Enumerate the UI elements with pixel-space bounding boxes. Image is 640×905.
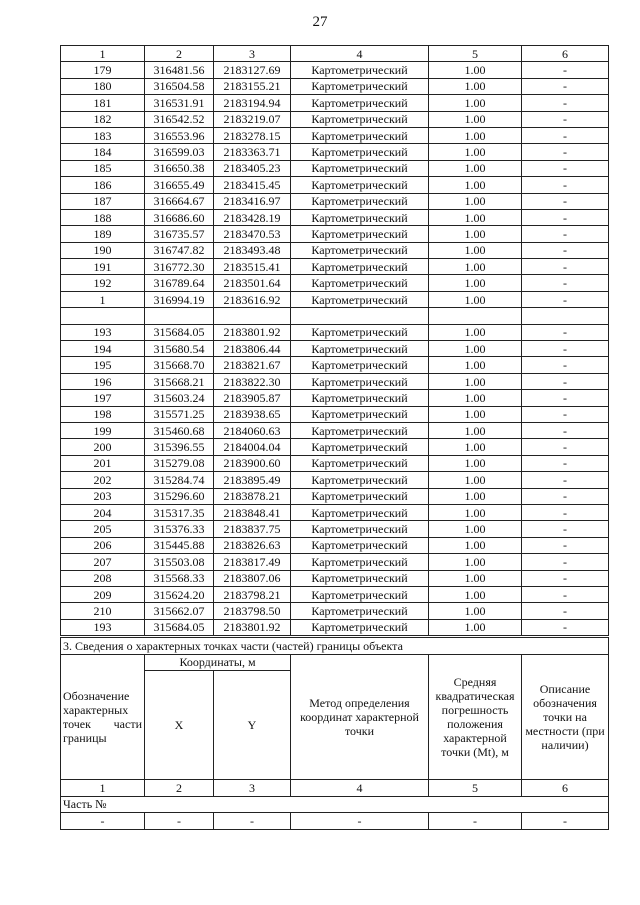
column-number-row [61,46,609,62]
description-cell: - [522,291,609,307]
x-cell: 316542.52 [145,111,214,127]
y-cell: 2183219.07 [214,111,291,127]
point-number-cell: 191 [61,259,145,275]
accuracy-cell: 1.00 [429,341,522,357]
description-cell: - [522,439,609,455]
point-number-cell: 192 [61,275,145,291]
description-cell: - [522,521,609,537]
point-number-cell: 205 [61,521,145,537]
y-cell: 2183826.63 [214,537,291,553]
point-number-cell: 200 [61,439,145,455]
x-cell: 315684.05 [145,324,214,340]
accuracy-cell: 1.00 [429,603,522,619]
point-number-cell: 182 [61,111,145,127]
header-x: X [145,671,214,780]
x-cell: 316655.49 [145,177,214,193]
y-cell: 2183798.21 [214,586,291,602]
accuracy-cell: 1.00 [429,422,522,438]
y-cell: 2183127.69 [214,62,291,78]
x-cell: 315668.70 [145,357,214,373]
x-cell: 316599.03 [145,144,214,160]
y-cell: 2183900.60 [214,455,291,471]
x-cell: 315460.68 [145,422,214,438]
table-row [61,504,609,520]
point-number-cell: 202 [61,472,145,488]
description-cell: - [522,275,609,291]
col-number: 3 [214,780,291,797]
y-cell: 2183363.71 [214,144,291,160]
accuracy-cell: 1.00 [429,455,522,471]
column-number: 2 [145,46,214,62]
table-row [61,521,609,537]
column-number: 5 [429,46,522,62]
description-cell: - [522,177,609,193]
table-row [61,160,609,176]
table-row [61,291,609,307]
table-row [61,570,609,586]
table-row [61,586,609,602]
description-cell: - [522,422,609,438]
x-cell: 315662.07 [145,603,214,619]
y-cell: 2183801.92 [214,324,291,340]
description-cell: - [522,127,609,143]
x-cell: 315445.88 [145,537,214,553]
header-description: Описание обозначения точки на местности (при наличии) [522,654,609,780]
table-row [61,209,609,225]
x-cell: 315503.08 [145,554,214,570]
description-cell: - [522,226,609,242]
point-number-cell: 204 [61,504,145,520]
point-number-cell: 203 [61,488,145,504]
accuracy-cell: 1.00 [429,521,522,537]
y-cell: 2184060.63 [214,422,291,438]
method-cell: Картометрический [291,472,429,488]
point-number-cell: 198 [61,406,145,422]
x-cell: 315296.60 [145,488,214,504]
y-cell: 2183416.97 [214,193,291,209]
method-cell: Картометрический [291,242,429,258]
col-number: 1 [61,780,145,797]
method-cell: Картометрический [291,554,429,570]
description-cell: - [522,455,609,471]
x-cell: 315568.33 [145,570,214,586]
description-cell: - [522,357,609,373]
method-cell: Картометрический [291,291,429,307]
table-row [61,275,609,291]
accuracy-cell: 1.00 [429,111,522,127]
x-cell: 316650.38 [145,160,214,176]
section-title: 3. Сведения о характерных точках части (частей) границы объекта [61,638,609,655]
empty-cell: - [522,813,609,830]
y-cell: 2183821.67 [214,357,291,373]
table-row [61,324,609,340]
accuracy-cell: 1.00 [429,373,522,389]
x-cell: 315684.05 [145,619,214,635]
table-row [61,537,609,553]
method-cell: Картометрический [291,259,429,275]
y-cell: 2183905.87 [214,390,291,406]
x-cell: 315396.55 [145,439,214,455]
method-cell: Картометрический [291,209,429,225]
x-cell: 316531.91 [145,95,214,111]
table-row [61,554,609,570]
y-cell: 2184004.04 [214,439,291,455]
empty-cell: - [291,813,429,830]
y-cell: 2183806.44 [214,341,291,357]
description-cell: - [522,259,609,275]
accuracy-cell: 1.00 [429,439,522,455]
table-row [61,226,609,242]
y-cell: 2183807.06 [214,570,291,586]
x-cell: 315603.24 [145,390,214,406]
x-cell: 315680.54 [145,341,214,357]
x-cell [145,308,214,324]
accuracy-cell: 1.00 [429,504,522,520]
x-cell: 316504.58 [145,78,214,94]
method-cell: Картометрический [291,177,429,193]
point-number-cell: 194 [61,341,145,357]
y-cell: 2183405.23 [214,160,291,176]
x-cell: 316553.96 [145,127,214,143]
header-method: Метод определения координат характерной точки [291,654,429,780]
col-number: 4 [291,780,429,797]
method-cell: Картометрический [291,78,429,94]
point-number-cell: 179 [61,62,145,78]
point-number-cell: 1 [61,291,145,307]
x-cell: 316686.60 [145,209,214,225]
description-cell: - [522,160,609,176]
y-cell: 2183848.41 [214,504,291,520]
x-cell: 315317.35 [145,504,214,520]
point-number-cell: 187 [61,193,145,209]
description-cell: - [522,324,609,340]
accuracy-cell: 1.00 [429,177,522,193]
table-row [61,406,609,422]
accuracy-cell: 1.00 [429,488,522,504]
table-row [61,62,609,78]
point-number-cell: 201 [61,455,145,471]
method-cell: Картометрический [291,439,429,455]
method-cell: Картометрический [291,488,429,504]
y-cell: 2183817.49 [214,554,291,570]
accuracy-cell: 1.00 [429,78,522,94]
table-row [61,95,609,111]
table-row [61,455,609,471]
description-cell: - [522,504,609,520]
col-number: 2 [145,780,214,797]
accuracy-cell: 1.00 [429,193,522,209]
accuracy-cell: 1.00 [429,586,522,602]
method-cell: Картометрический [291,422,429,438]
method-cell: Картометрический [291,373,429,389]
accuracy-cell: 1.00 [429,209,522,225]
method-cell: Картометрический [291,324,429,340]
table-row [61,242,609,258]
x-cell: 316772.30 [145,259,214,275]
accuracy-cell: 1.00 [429,324,522,340]
description-cell: - [522,144,609,160]
method-cell: Картометрический [291,455,429,471]
point-number-cell: 181 [61,95,145,111]
table-row [61,308,609,324]
table-row [61,422,609,438]
y-cell: 2183938.65 [214,406,291,422]
header-y: Y [214,671,291,780]
point-number-cell: 206 [61,537,145,553]
x-cell: 316481.56 [145,62,214,78]
accuracy-cell: 1.00 [429,619,522,635]
description-cell: - [522,193,609,209]
x-cell: 316664.67 [145,193,214,209]
y-cell: 2183515.41 [214,259,291,275]
accuracy-cell: 1.00 [429,127,522,143]
description-cell: - [522,472,609,488]
point-number-cell: 210 [61,603,145,619]
x-cell: 316747.82 [145,242,214,258]
table-row [61,373,609,389]
method-cell: Картометрический [291,570,429,586]
point-number-cell [61,308,145,324]
point-number-cell: 186 [61,177,145,193]
accuracy-cell: 1.00 [429,291,522,307]
table-row [61,488,609,504]
point-number-cell: 195 [61,357,145,373]
accuracy-cell: 1.00 [429,357,522,373]
table-row [61,357,609,373]
y-cell: 2183616.92 [214,291,291,307]
method-cell: Картометрический [291,390,429,406]
accuracy-cell: 1.00 [429,160,522,176]
accuracy-cell: 1.00 [429,390,522,406]
x-cell: 315279.08 [145,455,214,471]
column-number: 4 [291,46,429,62]
method-cell [291,308,429,324]
y-cell: 2183493.48 [214,242,291,258]
accuracy-cell: 1.00 [429,226,522,242]
col-number: 5 [429,780,522,797]
point-number-cell: 208 [61,570,145,586]
y-cell: 2183415.45 [214,177,291,193]
method-cell: Картометрический [291,95,429,111]
x-cell: 316994.19 [145,291,214,307]
method-cell: Картометрический [291,275,429,291]
table-row [61,111,609,127]
accuracy-cell: 1.00 [429,570,522,586]
x-cell: 315624.20 [145,586,214,602]
point-number-cell: 193 [61,619,145,635]
description-cell: - [522,209,609,225]
method-cell: Картометрический [291,341,429,357]
method-cell: Картометрический [291,127,429,143]
table-row [61,472,609,488]
y-cell: 2183801.92 [214,619,291,635]
description-cell: - [522,586,609,602]
method-cell: Картометрический [291,603,429,619]
column-number: 1 [61,46,145,62]
y-cell: 2183194.94 [214,95,291,111]
table-row [61,439,609,455]
method-cell: Картометрический [291,144,429,160]
accuracy-cell: 1.00 [429,95,522,111]
description-cell: - [522,406,609,422]
table-row [61,144,609,160]
accuracy-cell: 1.00 [429,144,522,160]
x-cell: 316735.57 [145,226,214,242]
table-row [61,390,609,406]
method-cell: Картометрический [291,357,429,373]
method-cell: Картометрический [291,111,429,127]
empty-cell: - [429,813,522,830]
y-cell: 2183822.30 [214,373,291,389]
y-cell: 2183895.49 [214,472,291,488]
y-cell: 2183798.50 [214,603,291,619]
y-cell: 2183470.53 [214,226,291,242]
description-cell: - [522,603,609,619]
method-cell: Картометрический [291,537,429,553]
x-cell: 315668.21 [145,373,214,389]
point-number-cell: 185 [61,160,145,176]
point-number-cell: 197 [61,390,145,406]
method-cell: Картометрический [291,406,429,422]
point-number-cell: 193 [61,324,145,340]
part-label: Часть № [61,796,609,813]
method-cell: Картометрический [291,193,429,209]
method-cell: Картометрический [291,521,429,537]
y-cell: 2183278.15 [214,127,291,143]
description-cell: - [522,341,609,357]
col-number: 6 [522,780,609,797]
description-cell: - [522,111,609,127]
table-row [61,341,609,357]
description-cell: - [522,62,609,78]
accuracy-cell: 1.00 [429,259,522,275]
description-cell: - [522,488,609,504]
accuracy-cell: 1.00 [429,275,522,291]
empty-cell: - [61,813,145,830]
description-cell: - [522,95,609,111]
part-boundary-table [60,637,609,830]
column-number: 6 [522,46,609,62]
point-number-cell: 190 [61,242,145,258]
accuracy-cell: 1.00 [429,537,522,553]
method-cell: Картометрический [291,504,429,520]
accuracy-cell: 1.00 [429,242,522,258]
point-number-cell: 196 [61,373,145,389]
table-row [61,259,609,275]
point-number-cell: 207 [61,554,145,570]
description-cell: - [522,554,609,570]
column-number: 3 [214,46,291,62]
y-cell: 2183878.21 [214,488,291,504]
y-cell: 2183155.21 [214,78,291,94]
description-cell: - [522,242,609,258]
table-row [61,127,609,143]
method-cell: Картометрический [291,226,429,242]
point-number-cell: 189 [61,226,145,242]
description-cell: - [522,570,609,586]
table-row [61,78,609,94]
point-number-cell: 188 [61,209,145,225]
y-cell: 2183428.19 [214,209,291,225]
description-cell: - [522,78,609,94]
page-number: 27 [312,14,328,30]
method-cell: Картометрический [291,586,429,602]
x-cell: 316789.64 [145,275,214,291]
description-cell: - [522,390,609,406]
table-row [61,177,609,193]
header-point-designation: Обозначение характерных точек части границы [61,654,145,780]
accuracy-cell [429,308,522,324]
table-row [61,603,609,619]
y-cell: 2183837.75 [214,521,291,537]
header-accuracy: Средняя квадратическая погрешность положения характерной точки (Mt), м [429,654,522,780]
empty-cell: - [145,813,214,830]
table-row [61,193,609,209]
x-cell: 315284.74 [145,472,214,488]
method-cell: Картометрический [291,160,429,176]
description-cell [522,308,609,324]
method-cell: Картометрический [291,62,429,78]
header-coordinates: Координаты, м [145,654,291,671]
x-cell: 315376.33 [145,521,214,537]
accuracy-cell: 1.00 [429,554,522,570]
coordinates-table [60,45,609,636]
point-number-cell: 209 [61,586,145,602]
point-number-cell: 184 [61,144,145,160]
point-number-cell: 199 [61,422,145,438]
table-row [61,619,609,635]
description-cell: - [522,619,609,635]
accuracy-cell: 1.00 [429,62,522,78]
x-cell: 315571.25 [145,406,214,422]
accuracy-cell: 1.00 [429,406,522,422]
y-cell: 2183501.64 [214,275,291,291]
description-cell: - [522,373,609,389]
y-cell [214,308,291,324]
description-cell: - [522,537,609,553]
method-cell: Картометрический [291,619,429,635]
point-number-cell: 180 [61,78,145,94]
accuracy-cell: 1.00 [429,472,522,488]
empty-cell: - [214,813,291,830]
point-number-cell: 183 [61,127,145,143]
